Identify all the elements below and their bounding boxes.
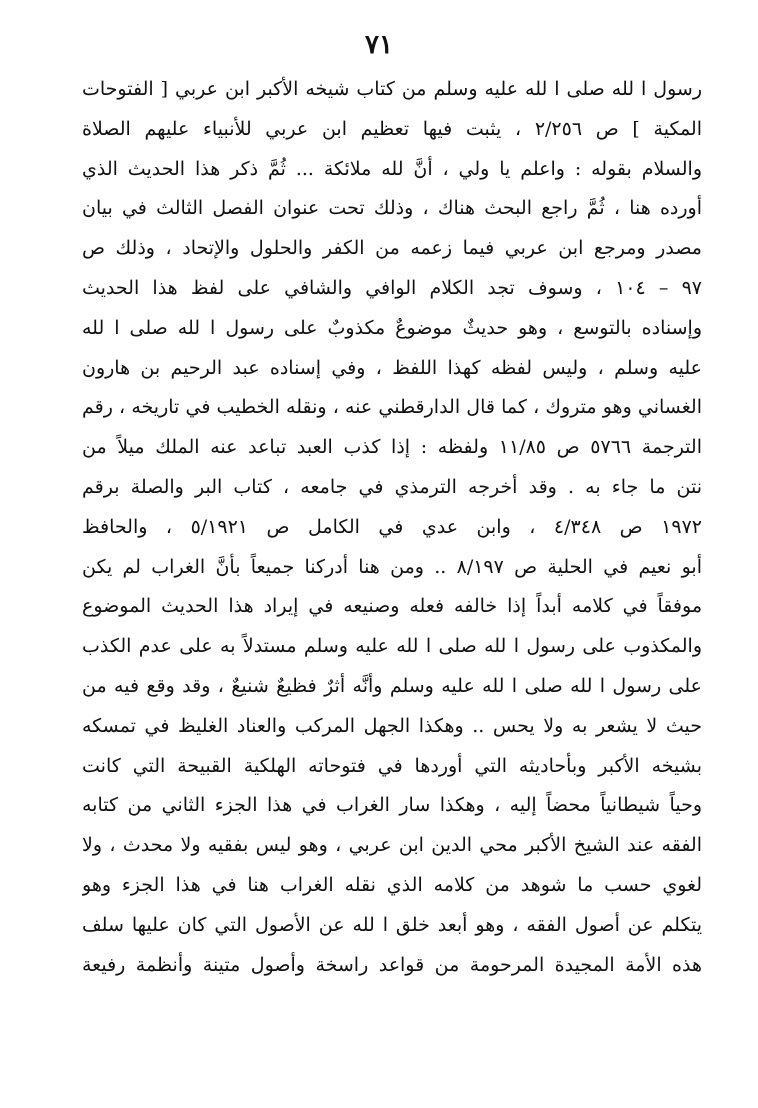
text-line: الترجمة ٥٧٦٦ ص ١١/٨٥ ولفظه : إذا كذب العبد تباعد عنه الملك ميلاً من [82,436,702,459]
text-line: ٩٧ – ١٠٤ ، وسوف تجد الكلام الوافي والشافي على لفظ هذا الحديث [82,276,702,299]
text-line: الغساني وهو متروك ، كما قال الدارقطني عنه ، ونقله الخطيب في تاريخه ، رقم [82,396,702,419]
text-line: وإسناده بالتوسع ، وهو حديثٌ موضوعٌ مكذوبٌ على رسول ا لله صلى ا لله [82,316,702,339]
page-number: ٧١ [365,30,393,60]
text-line: الفقه عند الشيخ الأكبر محي الدين ابن عربي ، وهو ليس بفقيه ولا محدث ، ولا [82,834,702,857]
text-line: لغوي حسب ما شوهد من كلامه الذي نقله الغراب هنا في هذا الجزء وهو [82,873,702,896]
body-text [82,70,702,985]
text-line: مصدر ومرجع ابن عربي فيما زعمه من الكفر والحلول والإتحاد ، وذلك ص [82,237,702,260]
text-line: موفقاً في كلامه أبداً إذا خالفه فعله وصنيعه في إيراد هذا الحديث الموضوع [82,595,702,618]
text-line: بشيخه الأكبر وبأحاديثه التي أوردها في فتوحاته الهلكية القبيحة التي كانت [82,754,702,777]
text-line: نتن ما جاء به . وقد أخرجه الترمذي في جامعه ، كتاب البر والصلة برقم [82,475,702,498]
text-line: حيث لا يشعر به ولا يحس .. وهكذا الجهل المركب والعناد الغليظ في تمسكه [82,714,702,737]
text-line: والسلام بقوله : واعلم يا ولي ، أنَّ لله ملائكة ... ثُمَّ ذكر هذا الحديث الذي [82,157,702,180]
text-line: رسول ا لله صلى ا لله عليه وسلم من كتاب شيخه الأكبر ابن عربي [ الفتوحات [82,78,702,100]
text-line: ١٩٧٢ ص ٤/٣٤٨ ، وابن عدي في الكامل ص ٥/١٩٢١ ، والحافظ [82,515,702,538]
text-line: المكية ] ص ٢/٢٥٦ ، يثبت فيها تعظيم ابن عربي للأنبياء عليهم الصلاة [82,117,702,140]
text-line: أورده هنا ، ثُمَّ راجع البحث هناك ، وذلك تحت عنوان الفصل الثالث في بيان [82,197,702,220]
text-line: على رسول ا لله صلى ا لله عليه وسلم وأنَّه أثرٌ فظيعٌ شنيعٌ ، وقد وقع فيه من [82,674,702,697]
text-line: والمكذوب على رسول ا لله صلى ا لله عليه وسلم مستدلاً به على عدم الكذب [82,635,702,658]
text-line: أبو نعيم في الحلية ص ٨/١٩٧ .. ومن هنا أدركنا جميعاً بأنَّ الغراب لم يكن [82,555,702,578]
text-line: يتكلم عن أصول الفقه ، وهو أبعد خلق ا لله عن الأصول التي كان عليها سلف [82,913,702,936]
text-line: هذه الأمة المجيدة المرحومة من قواعد راسخة وأصول متينة وأنظمة رفيعة [82,953,702,976]
text-line: وحياً شيطانياً محضاً إليه ، وهكذا سار الغراب في هذا الجزء الثاني من كتابه [82,794,702,817]
text-line: عليه وسلم ، وليس لفظه كهذا اللفظ ، وفي إسناده عبد الرحيم بن هارون [82,356,702,379]
